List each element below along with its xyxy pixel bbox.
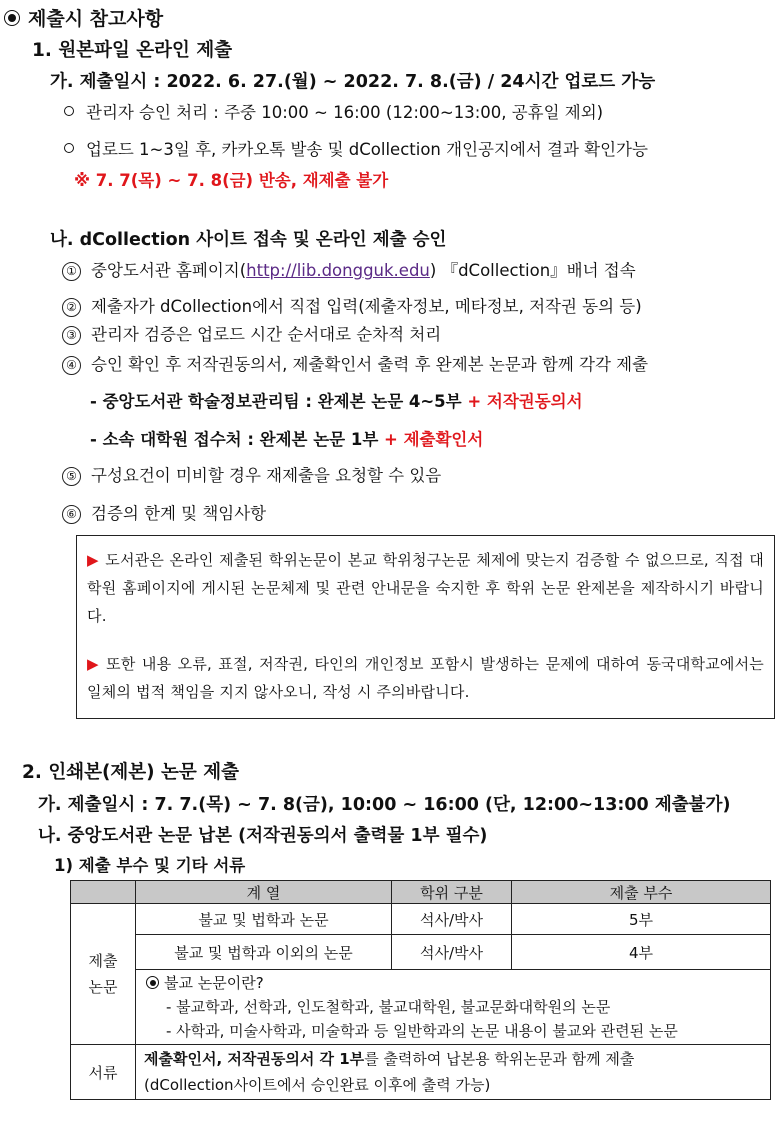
number-2-icon: ② <box>62 298 81 317</box>
number-6-icon: ⑥ <box>62 505 81 524</box>
notice-2-text: 또한 내용 오류, 표절, 저작권, 타인의 개인정보 포함시 발생하는 문제에 대하여 동국대학교에서는 일체의 법적 책임을 지지 않사오니, 작성 시 주의바랍니다. <box>87 655 764 701</box>
notice-box <box>76 535 775 719</box>
number-4-icon: ④ <box>62 356 81 375</box>
s2-na: 나. 중앙도서관 논문 납본 (저작권동의서 출력물 1부 필수) <box>38 826 488 846</box>
triangle-bullet-icon: ▶ <box>87 551 100 569</box>
notice-1 <box>87 546 764 630</box>
buddhism-title-text: 불교 논문이란? <box>164 974 264 992</box>
docs-line-2: (dCollection사이트에서 승인완료 이후에 출력 가능) <box>144 1076 491 1094</box>
item4-text: 승인 확인 후 저작권동의서, 제출확인서 출력 후 완제본 논문과 함께 각각 제출 <box>91 355 649 374</box>
s1-na-heading: 나. dCollection 사이트 접속 및 온라인 제출 승인 <box>50 230 447 250</box>
submission-table <box>70 880 771 1100</box>
table-row <box>71 1045 771 1100</box>
s1-ga-item-2-text: 업로드 1~3일 후, 카카오톡 발송 및 dCollection 개인공지에서 결과 확인가능 <box>86 140 648 159</box>
s1-ga-item-1 <box>64 99 603 123</box>
circle-bullet-icon <box>64 143 74 153</box>
buddhism-line-2: - 사학과, 미술사학과, 미술학과 등 일반학과의 논문 내용이 불교와 관련된 논문 <box>166 1022 678 1040</box>
number-3-icon: ③ <box>62 326 81 345</box>
sub1-red: + 저작권동의서 <box>467 392 583 411</box>
buddhism-line-1: - 불교학과, 선학과, 인도철학과, 불교대학원, 불교문화대학원의 논문 <box>166 998 611 1016</box>
s1-na-item-3 <box>62 321 441 345</box>
s1-na-item-2 <box>62 293 642 317</box>
group-label-thesis: 제출 논문 <box>71 904 136 1045</box>
target-bullet-icon <box>4 10 20 26</box>
notice-2 <box>87 650 764 706</box>
buddhism-title <box>146 971 764 995</box>
triangle-bullet-icon: ▶ <box>87 655 101 673</box>
sub1-main: - 중앙도서관 학술정보관리팀 : 완제본 논문 4~5부 <box>90 392 462 411</box>
docs-cell <box>136 1045 771 1100</box>
item3-text: 관리자 검증은 업로드 시간 순서대로 순차적 처리 <box>91 325 442 344</box>
sub2-red: + 제출확인서 <box>384 430 484 449</box>
table-header-cell <box>71 881 136 904</box>
s1-na-sub-1 <box>90 388 583 412</box>
table-header-cell: 계 열 <box>136 881 392 904</box>
s2-sub: 1) 제출 부수 및 기타 서류 <box>54 856 246 875</box>
s2-ga: 가. 제출일시 : 7. 7.(목) ~ 7. 8(금), 10:00 ~ 16:00 (단, 12:00~13:00 제출불가) <box>38 795 731 815</box>
section-title-text: 제출시 참고사항 <box>28 8 164 30</box>
table-cell: 석사/박사 <box>392 935 512 970</box>
s2-title: 2. 인쇄본(제본) 논문 제출 <box>22 762 239 783</box>
table-row <box>71 935 771 970</box>
number-5-icon: ⑤ <box>62 467 81 486</box>
notice-1-text: 도서관은 온라인 제출된 학위논문이 본교 학위청구논문 체제에 맞는지 검증할 수 없으므로, 직접 대학원 홈페이지에 게시된 논문체제 및 관련 안내문을 숙지한 후 학위 논문 완제본을 제작하시기 바랍니다. <box>87 551 764 625</box>
s1-ga-heading: 가. 제출일시 : 2022. 6. 27.(월) ~ 2022. 7. 8.(금) / 24시간 업로드 가능 <box>50 72 656 92</box>
target-bullet-icon <box>146 976 159 989</box>
item6-text: 검증의 한계 및 책임사항 <box>91 504 267 523</box>
number-1-icon: ① <box>62 262 81 281</box>
item2-text: 제출자가 dCollection에서 직접 입력(제출자정보, 메타정보, 저작권 동의 등) <box>91 297 642 316</box>
circle-bullet-icon <box>64 106 74 116</box>
item5-text: 구성요건이 미비할 경우 재제출을 요청할 수 있음 <box>91 466 442 485</box>
docs-line-1 <box>144 1046 764 1072</box>
s1-ga-warning: ※ 7. 7(목) ~ 7. 8(금) 반송, 재제출 불가 <box>74 171 389 190</box>
table-cell: 5부 <box>512 904 771 935</box>
s1-ga-item-2 <box>64 136 648 160</box>
s1-na-item-5 <box>62 462 441 486</box>
s1-na-item-1 <box>62 257 636 281</box>
s1-na-item-6 <box>62 500 266 524</box>
item1-suffix: ) 『dCollection』배너 접속 <box>429 261 636 280</box>
table-header-cell: 학위 구분 <box>392 881 512 904</box>
s1-na-sub-2 <box>90 426 483 450</box>
table-cell: 불교 및 법학과 이외의 논문 <box>136 935 392 970</box>
item1-prefix: 중앙도서관 홈페이지( <box>91 261 247 280</box>
s1-title: 1. 원본파일 온라인 제출 <box>32 40 233 61</box>
docs-rest: 를 출력하여 납본용 학위논문과 함께 제출 <box>364 1050 635 1068</box>
section-title <box>4 4 163 31</box>
buddhism-definition-cell <box>136 970 771 1045</box>
table-cell: 불교 및 법학과 논문 <box>136 904 392 935</box>
s1-ga-item-1-text: 관리자 승인 처리 : 주중 10:00 ~ 16:00 (12:00~13:00, 공휴일 제외) <box>86 103 604 122</box>
sub2-main: - 소속 대학원 접수처 : 완제본 논문 1부 <box>90 430 379 449</box>
s1-na-item-4 <box>62 351 648 375</box>
table-row <box>71 970 771 1045</box>
table-row <box>71 904 771 935</box>
group-label-docs: 서류 <box>71 1045 136 1100</box>
table-cell: 4부 <box>512 935 771 970</box>
library-homepage-link[interactable]: http://lib.dongguk.edu <box>246 261 430 280</box>
table-header-row <box>71 881 771 904</box>
table-header-cell: 제출 부수 <box>512 881 771 904</box>
docs-bold: 제출확인서, 저작권동의서 각 1부 <box>144 1050 365 1068</box>
table-cell: 석사/박사 <box>392 904 512 935</box>
